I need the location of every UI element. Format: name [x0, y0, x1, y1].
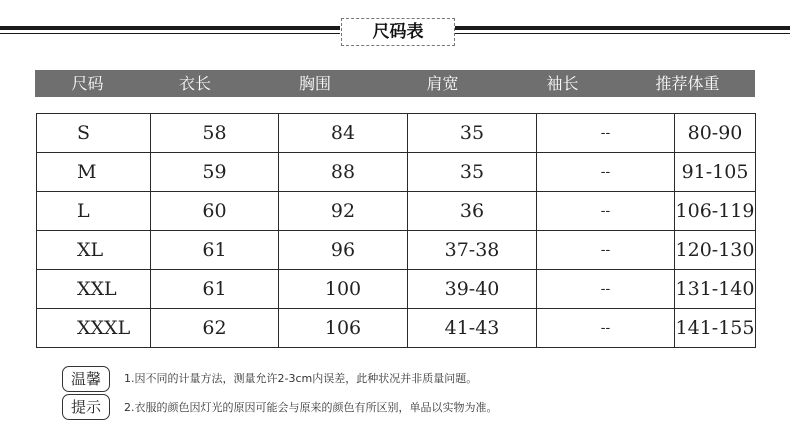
cell-sleeve: --: [537, 309, 675, 348]
tips-label-bottom: 提示: [62, 394, 110, 420]
cell-chest: 106: [279, 309, 408, 348]
cell-sleeve: --: [537, 192, 675, 231]
cell-length: 59: [151, 153, 279, 192]
cell-size: S: [37, 114, 151, 153]
cell-shoulder: 39-40: [408, 270, 537, 309]
cell-weight: 106-119: [675, 192, 756, 231]
cell-size: L: [37, 192, 151, 231]
cell-chest: 92: [279, 192, 408, 231]
title-rule-right-thin: [455, 33, 790, 34]
tips-label-top: 温馨: [62, 366, 110, 392]
cell-length: 58: [151, 114, 279, 153]
cell-sleeve: --: [537, 114, 675, 153]
table-row: [37, 309, 756, 348]
cell-shoulder: 37-38: [408, 231, 537, 270]
tip-note-1: 1.因不同的计量方法，测量允许2-3cm内误差，此种状况并非质量问题。: [124, 372, 478, 385]
cell-length: 61: [151, 231, 279, 270]
cell-size: XL: [37, 231, 151, 270]
size-table: [36, 113, 756, 348]
cell-weight: 91-105: [675, 153, 756, 192]
cell-size: M: [37, 153, 151, 192]
cell-shoulder: 41-43: [408, 309, 537, 348]
table-row: [37, 114, 756, 153]
table-row: [37, 231, 756, 270]
cell-weight: 80-90: [675, 114, 756, 153]
cell-sleeve: --: [537, 153, 675, 192]
table-row: [37, 192, 756, 231]
cell-chest: 100: [279, 270, 408, 309]
title-rule-right-thick: [455, 26, 790, 30]
header-size: 尺码: [71, 74, 104, 93]
title-rule-left-thick: [0, 26, 340, 30]
cell-chest: 96: [279, 231, 408, 270]
cell-weight: 141-155: [675, 309, 756, 348]
header-shoulder: 肩宽: [426, 74, 459, 93]
table-row: [37, 153, 756, 192]
header-length: 衣长: [178, 74, 211, 93]
cell-size: XXL: [37, 270, 151, 309]
header-weight: 推荐体重: [655, 74, 720, 93]
cell-shoulder: 35: [408, 153, 537, 192]
table-row: [37, 270, 756, 309]
cell-weight: 120-130: [675, 231, 756, 270]
page-title: 尺码表: [341, 18, 455, 46]
cell-length: 61: [151, 270, 279, 309]
table-header-bar: [35, 70, 755, 97]
cell-sleeve: --: [537, 231, 675, 270]
header-chest: 胸围: [298, 74, 331, 93]
cell-length: 60: [151, 192, 279, 231]
cell-length: 62: [151, 309, 279, 348]
cell-weight: 131-140: [675, 270, 756, 309]
cell-chest: 88: [279, 153, 408, 192]
tip-note-2: 2.衣服的颜色因灯光的原因可能会与原来的颜色有所区别，单品以实物为准。: [124, 401, 498, 414]
cell-sleeve: --: [537, 270, 675, 309]
cell-chest: 84: [279, 114, 408, 153]
title-banner: [0, 0, 790, 62]
cell-shoulder: 36: [408, 192, 537, 231]
cell-size: XXXL: [37, 309, 151, 348]
title-rule-left-thin: [0, 33, 340, 34]
cell-shoulder: 35: [408, 114, 537, 153]
header-sleeve: 袖长: [546, 74, 579, 93]
